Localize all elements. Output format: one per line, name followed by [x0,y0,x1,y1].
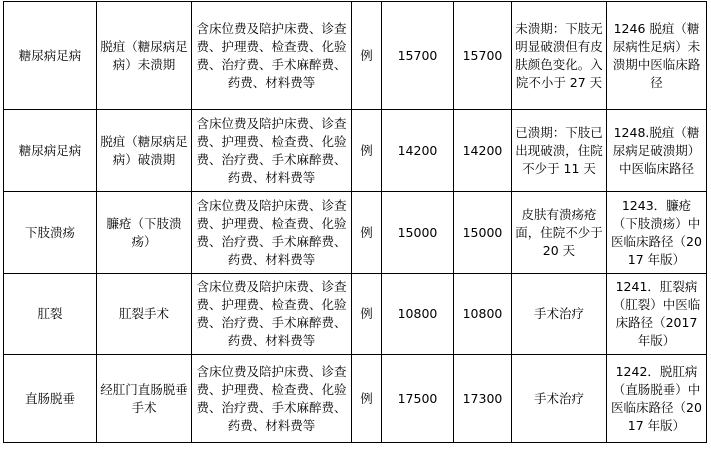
included-items-cell: 含床位费及陪护床费、诊查费、护理费、检查费、化验费、治疗费、手术麻醉费、药费、材料费等 [192,2,352,110]
unit-cell: 例 [352,192,382,274]
pathway-cell: 1246 脱疽（糖尿病性足病）未溃期中医临床路径 [607,2,707,110]
disease-cell: 直肠脱垂 [4,355,97,443]
table-row [4,355,707,443]
disease-cell: 下肢溃疡 [4,192,97,274]
criteria-cell: 皮肤有溃疡疮面，住院不少于 20 天 [512,192,607,274]
price2-cell: 17300 [454,355,512,443]
unit-cell: 例 [352,110,382,192]
price2-cell: 10800 [454,274,512,355]
disease-cell: 糖尿病足病 [4,110,97,192]
table-row [4,2,707,110]
table-row [4,274,707,355]
price2-cell: 15700 [454,2,512,110]
table-row [4,192,707,274]
table-row [4,110,707,192]
pathway-cell: 1241．肛裂病（肛裂）中医临床路径（2017 年版） [607,274,707,355]
price2-cell: 15000 [454,192,512,274]
pricing-table [3,1,707,443]
unit-cell: 例 [352,355,382,443]
disease-cell: 糖尿病足病 [4,2,97,110]
included-items-cell: 含床位费及陪护床费、诊查费、护理费、检查费、化验费、治疗费、手术麻醉费、药费、材料费等 [192,192,352,274]
pathway-cell: 1242．脱肛病（直肠脱垂）中医临床路径（2017 年版） [607,355,707,443]
included-items-cell: 含床位费及陪护床费、诊查费、护理费、检查费、化验费、治疗费、手术麻醉费、药费、材料费等 [192,274,352,355]
criteria-cell: 已溃期：下肢已出现破溃，住院不少于 11 天 [512,110,607,192]
pathway-cell: 1248.脱疽（糖尿病足破溃期）中医临床路径 [607,110,707,192]
criteria-cell: 未溃期：下肢无明显破溃但有皮肤颜色变化。入院不小于 27 天 [512,2,607,110]
price-cell: 10800 [382,274,454,355]
pathway-cell: 1243．臁疮（下肢溃疡）中医临床路径（2017 年版） [607,192,707,274]
included-items-cell: 含床位费及陪护床费、诊查费、护理费、检查费、化验费、治疗费、手术麻醉费、药费、材料费等 [192,110,352,192]
procedure-cell: 臁疮（下肢溃疡） [97,192,192,274]
procedure-cell: 脱疽（糖尿病足病）破溃期 [97,110,192,192]
price-cell: 14200 [382,110,454,192]
price2-cell: 14200 [454,110,512,192]
unit-cell: 例 [352,274,382,355]
included-items-cell: 含床位费及陪护床费、诊查费、护理费、检查费、化验费、治疗费、手术麻醉费、药费、材料费等 [192,355,352,443]
procedure-cell: 经肛门直肠脱垂手术 [97,355,192,443]
unit-cell: 例 [352,2,382,110]
criteria-cell: 手术治疗 [512,355,607,443]
price-cell: 15700 [382,2,454,110]
price-cell: 17500 [382,355,454,443]
procedure-cell: 肛裂手术 [97,274,192,355]
procedure-cell: 脱疽（糖尿病足病）未溃期 [97,2,192,110]
criteria-cell: 手术治疗 [512,274,607,355]
price-cell: 15000 [382,192,454,274]
disease-cell: 肛裂 [4,274,97,355]
